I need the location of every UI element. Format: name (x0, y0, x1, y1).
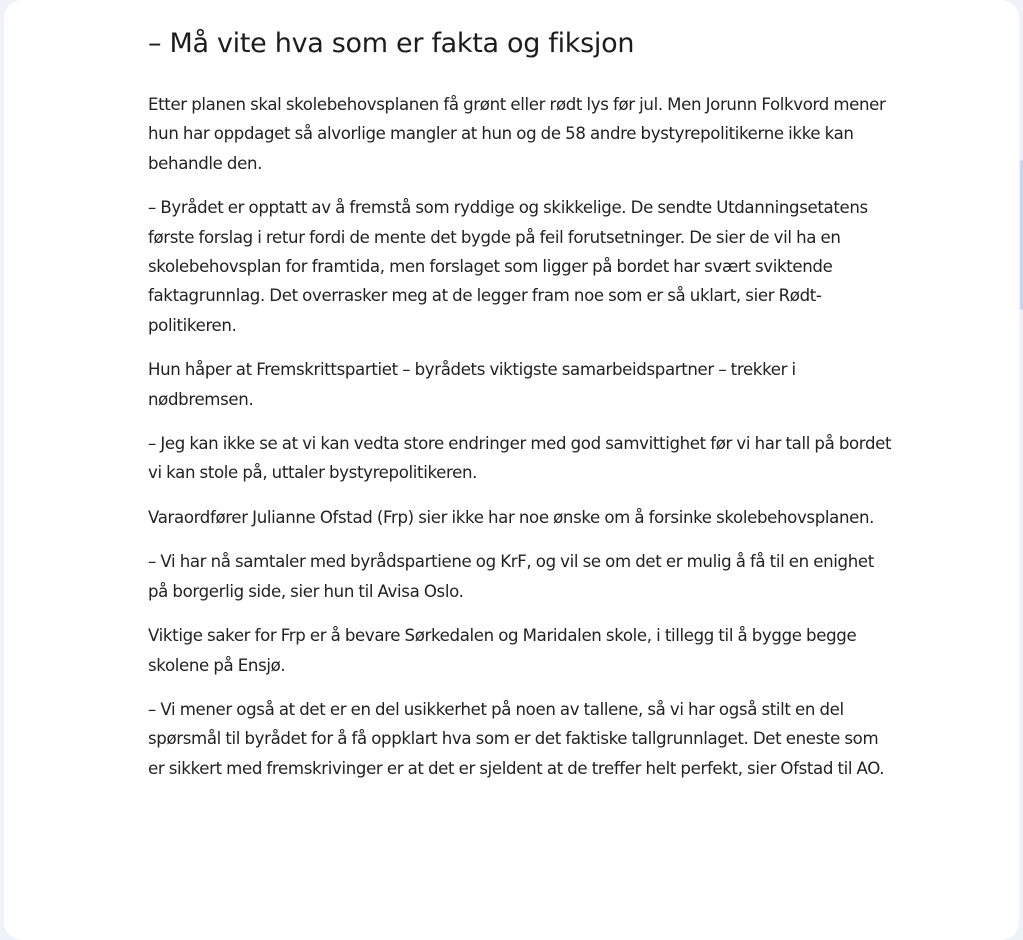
article-body (148, 24, 898, 798)
section-heading: – Må vite hva som er fakta og fiksjon (148, 28, 635, 59)
paragraph: Hun håper at Fremskrittspartiet – byrådets viktigste samarbeidspartner – trekker i nødbremsen. (148, 360, 796, 409)
paragraph: Varaordfører Julianne Ofstad (Frp) sier ikke har noe ønske om å forsinke skolebehovsplanen. (148, 507, 875, 527)
paragraph: – Jeg kan ikke se at vi kan vedta store endringer med god samvittighet før vi har tall på bordet vi kan stole på, uttaler bystyrepolitikeren. (148, 434, 892, 483)
scrollbar-track[interactable] (1019, 0, 1023, 920)
paragraph: Viktige saker for Frp er å bevare Sørkedalen og Maridalen skole, i tillegg til å bygge begge skolene på Ensjø. (148, 626, 857, 675)
paragraph: – Byrådet er opptatt av å fremstå som ryddige og skikkelige. De sendte Utdanningsetatens første forslag i retur fordi de mente det bygde på feil forutsetninger. De sier de vil ha en skolebehovsplan for framtida, men forslaget som ligger på bordet har svært sviktende faktagrunnlag. Det overrasker meg at de legger fram noe som er så uklart, sier Rødt-politikeren. (148, 198, 868, 335)
paragraph: – Vi mener også at det er en del usikkerhet på noen av tallene, så vi har også stilt en del spørsmål til byrådet for å få oppklart hva som er det faktiske tallgrunnlaget. Det eneste som er sikkert med fremskrivinger er at det er sjeldent at de treffer helt perfekt, sier Ofstad til AO. (148, 699, 885, 778)
paragraph: Etter planen skal skolebehovsplanen få grønt eller rødt lys før jul. Men Jorunn Folkvord mener hun har oppdaget så alvorlige mangler at hun og de 58 andre bystyrepolitikerne ikke kan behandle den. (148, 95, 886, 173)
article-card (4, 0, 1019, 940)
paragraph: – Vi har nå samtaler med byrådspartiene og KrF, og vil se om det er mulig å få til en enighet på borgerlig side, sier hun til Avisa Oslo. (148, 552, 874, 601)
